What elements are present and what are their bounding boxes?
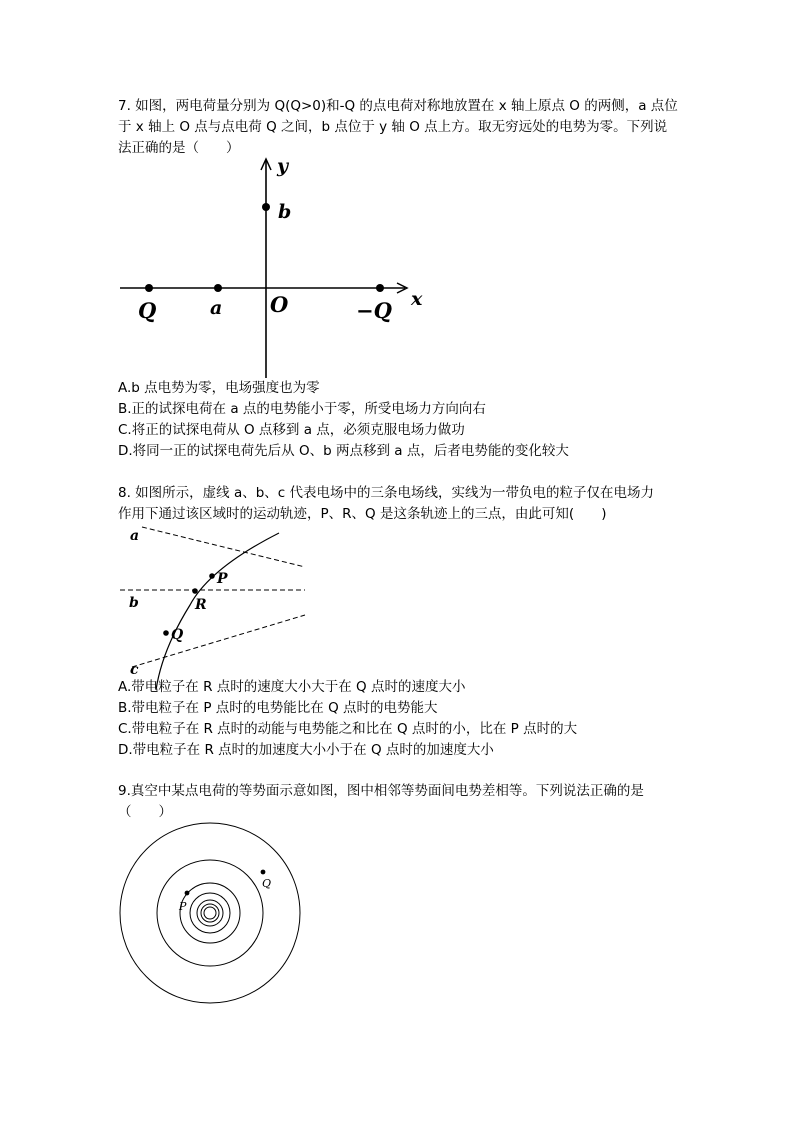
q8-option-a: A.带电粒子在 R 点时的速度大小大于在 Q 点时的速度大小 [118,679,466,695]
q8-option-d: D.带电粒子在 R 点时的加速度大小小于在 Q 点时的加速度大小 [118,742,494,758]
q7-label-y: y [277,155,289,177]
q7-label-x: x [411,288,423,310]
q9-ring-7 [204,907,216,919]
q8-stem-line-2: 作用下通过该区域时的运动轨迹，P、R、Q 是这条轨迹上的三点，由此可知( ) [118,506,607,522]
q8-label-q: Q [171,627,184,643]
q8-label-b: b [129,595,139,611]
q7-label-q: Q [138,298,157,323]
q9-point-q [261,870,266,875]
q7-option-d: D.将同一正的试探电荷先后从 O、b 两点移到 a 点，后者电势能的变化较大 [118,443,569,459]
q7-option-c: C.将正的试探电荷从 O 点移到 a 点，必须克服电场力做功 [118,422,465,438]
q8-option-b: B.带电粒子在 P 点时的电势能比在 Q 点时的电势能大 [118,700,438,716]
q7-label-b: b [278,201,292,223]
q9-ring-2 [157,860,263,966]
q7-stem-line-3: 法正确的是（ ） [118,140,240,156]
q8-option-c: C.带电粒子在 R 点时的动能与电势能之和比在 Q 点时的小，比在 P 点时的大 [118,721,578,737]
q7-stem-line-2: 于 x 轴上 O 点与点电荷 Q 之间，b 点位于 y 轴 O 点上方。取无穷远处的电势为零。下列说 [118,119,668,135]
q9-ring-1 [120,823,300,1003]
q9-point-p [185,891,190,896]
q8-label-a: a [130,528,140,544]
q9-stem-line-2: （ ） [118,804,172,820]
q9-stem-line-1: 9.真空中某点电荷的等势面示意如图，图中相邻等势面间电势差相等。下列说法正确的是 [118,783,644,799]
q7-label-a: a [210,297,223,319]
q9-label-q: Q [262,877,272,890]
q8-label-r: R [195,597,207,613]
q8-label-c: c [130,662,139,678]
q7-stem-line-1: 7. 如图，两电荷量分别为 Q(Q>0)和-Q 的点电荷对称地放置在 x 轴上原点 O 的两侧，a 点位 [118,98,678,114]
q7-option-b: B.正的试探电荷在 a 点的电势能小于零，所受电场力方向向右 [118,401,486,417]
q7-option-a: A.b 点电势为零，电场强度也为零 [118,380,320,396]
q7-label-negq: −Q [356,298,392,323]
q8-label-p: P [217,571,228,587]
q8-stem-line-1: 8. 如图所示，虚线 a、b、c 代表电场中的三条电场线，实线为一带负电的粒子仅在电场力 [118,485,655,501]
q7-label-o: O [270,292,289,317]
q9-label-p: P [179,900,187,913]
q9-ring-4 [190,893,230,933]
